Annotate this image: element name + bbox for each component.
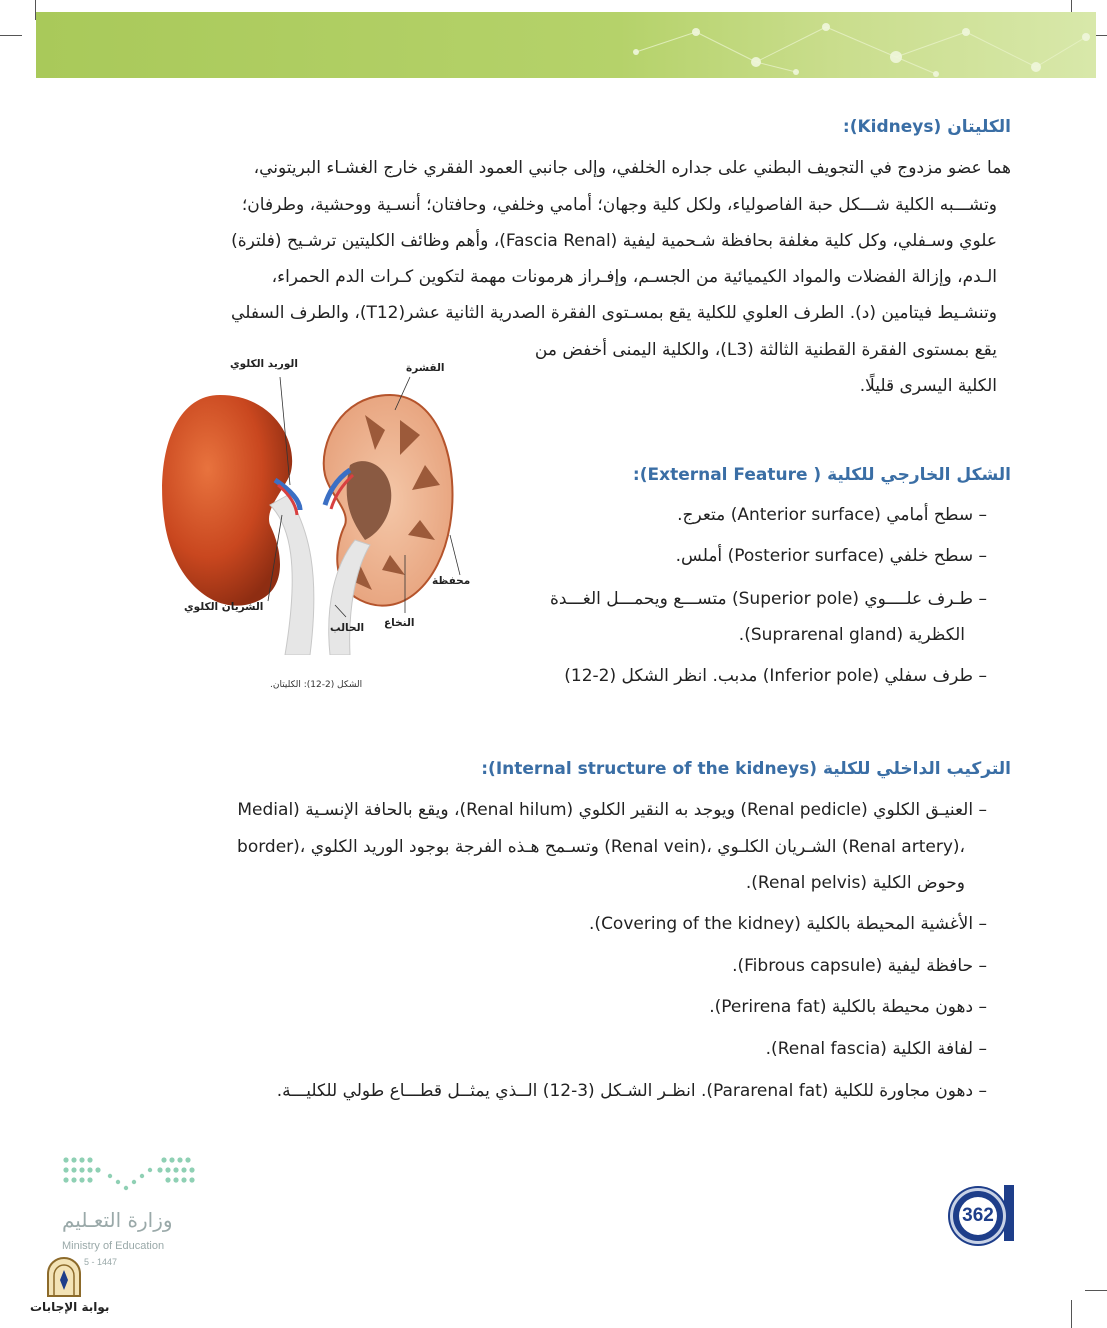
crop-mark [1085,1290,1107,1291]
label-medulla: النخاع [384,617,415,629]
label-capsule: محفظة [432,575,471,587]
label-cortex: القشرة [406,362,445,374]
ministry-name-english: Ministry of Education [62,1240,165,1252]
list-item-text: دهون محيطة بالكلية (Perirena fat). [709,997,974,1017]
label-ureter: الحالب [330,622,365,634]
list-item-text: العنيـق الكلوي (Renal pedicle) ويوجد به النقير الكلوي (Renal hilum)، ويقع بالحافة الإنسـية (Medial [237,800,974,820]
list-item-text: الأغشية المحيطة بالكلية (Covering of the kidney). [589,914,974,934]
figure-caption: الشكل (2-12): الكليتان. [270,680,363,690]
list-item-text: دهون مجاورة للكلية (Pararenal fat). انظـر الشـكل (3-12) الــذي يمثــل قطـــاع طولي للكليـــة. [276,1081,974,1101]
heading-kidneys: الكليتان (Kidneys): [842,117,1011,137]
crop-mark [0,35,22,36]
list-item-text: لفافة الكلية (Renal fascia). [765,1039,974,1059]
gateway-logo-text: بوابة الإجابات [30,1300,110,1314]
ministry-year: 5 - 1447 [84,1257,118,1267]
list-item-text: طرف سفلي (Inferior pole) مدبب. انظر الشكل (2-12) [564,666,974,686]
list-item: – العنيـق الكلوي (Renal pedicle) ويوجد به النقير الكلوي (Renal hilum)، ويقع بالحافة الإنسـية (Medial [237,800,987,820]
list-item-text: حافظة ليفية (Fibrous capsule). [732,956,974,976]
intro-line: يقع بمستوى الفقرة القطنية الثالثة (L3)، والكلية اليمنى أخفض من [534,340,997,360]
list-item: – سطح خلفي (Posterior surface) أملس. [675,546,987,566]
crop-mark [1071,1300,1072,1328]
label-renal-vein: الوريد الكلوي [230,358,298,370]
list-item-continuation: وحوض الكلية (Renal pelvis). [745,873,965,893]
page-number: 362 [959,1197,997,1235]
list-item: – حافظة ليفية (Fibrous capsule). [732,956,987,976]
list-item: – دهون محيطة بالكلية (Perirena fat). [709,997,987,1017]
intro-line: علوي وسـفلي، وكل كلية مغلفة بحافظة شـحمية ليفية (Fascia Renal)، وأهم وظائف الكليتين ترشـيح (فلترة) [231,231,997,251]
list-item-text: طـرف علــــوي (Superior pole) متســـع ويحمـــل الغـــدة [549,589,974,609]
intro-line: هما عضو مزدوج في التجويف البطني على جداره الخلفي، وإلى جانبي العمود الفقري خارج الغشـاء البريتوني، [253,158,1011,178]
list-item-text: سطح خلفي (Posterior surface) أملس. [675,546,974,566]
list-item: – دهون مجاورة للكلية (Pararenal fat). انظـر الشـكل (3-12) الــذي يمثــل قطـــاع طولي للكليـــة. [276,1081,987,1101]
list-item: – الأغشية المحيطة بالكلية (Covering of the kidney). [589,914,987,934]
list-item-continuation: الكظرية (Suprarenal gland). [738,625,965,645]
gateway-logo-icon [42,1256,86,1300]
molecule-pattern [36,12,1096,78]
page-number-badge [950,1188,1006,1244]
list-item: – طـرف علــــوي (Superior pole) متســـع ويحمـــل الغـــدة [549,589,987,609]
intro-line: الكلية اليسرى قليلًا. [859,376,997,396]
header-banner [36,12,1096,78]
ministry-name-arabic: وزارة التعـليم [62,1208,173,1232]
list-item-continuation: border)، وتسـمح هـذه الفرجة بوجود الوريد الكلوي (Renal vein)، الشـريان الكلـوي (Renal artery)، [237,837,965,857]
heading-external-feature: الشكل الخارجي للكلية ( External Feature): [632,465,1011,485]
list-item-text: سطح أمامي (Anterior surface) متعرج. [677,505,974,525]
list-item: – لفافة الكلية (Renal fascia). [765,1039,987,1059]
intro-line: وتنشـيط فيتامين (د). الطرف العلوي للكلية يقع بمسـتوى الفقرة الصدرية الثانية عشر(T12)، والطرف السفلي [231,303,997,323]
intro-line: الـدم، وإزالة الفضلات والمواد الكيميائية من الجسـم، وإفـراز هرمونات مهمة لتكوين كـرات الدم الحمراء، [271,267,997,287]
list-item: – طرف سفلي (Inferior pole) مدبب. انظر الشكل (2-12) [564,666,987,686]
intro-line: وتشـــبه الكلية شـــكل حبة الفاصولياء، ولكل كلية وجهان؛ أمامي وخلفي، وحافتان؛ أنسـية ووحشية، وطرفان؛ [241,195,997,215]
list-item: – سطح أمامي (Anterior surface) متعرج. [677,505,987,525]
heading-internal-structure: التركيب الداخلي للكلية (Internal structure of the kidneys): [481,759,1011,779]
ministry-logo-dots [60,1152,200,1196]
label-renal-artery: الشريان الكلوي [184,601,264,613]
